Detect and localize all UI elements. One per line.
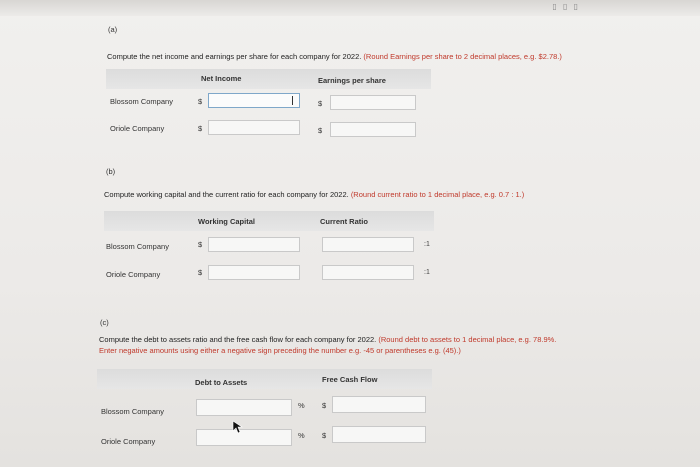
section-c-instruction: (Round debt to assets to 1 decimal place, e.g. 78.9%. — [378, 335, 557, 344]
c-row-oriole-currency: $ — [322, 431, 327, 440]
section-c-header-row — [97, 369, 432, 389]
c-row-blossom-label: Blossom Company — [101, 407, 164, 416]
a-row-blossom-currency: $ — [198, 97, 203, 106]
section-c-instruction-negative: Enter negative amounts using either a negative sign preceding the number e.g. -45 or parentheses e.g. (45).) — [99, 346, 461, 355]
toolbar-icons: ▯ ▯ ▯ — [552, 2, 580, 11]
b-row-oriole-ratio-suffix: :1 — [424, 269, 430, 276]
a-row-blossom-label: Blossom Company — [110, 97, 173, 106]
section-a-label: (a) — [108, 25, 118, 34]
blossom-eps-input[interactable] — [330, 95, 416, 110]
b-row-blossom-ratio-suffix: :1 — [424, 241, 430, 248]
b-row-oriole-currency: $ — [198, 268, 203, 277]
section-a-instruction: (Round Earnings per share to 2 decimal places, e.g. $2.78.) — [363, 52, 562, 61]
c-row-blossom-currency: $ — [322, 401, 327, 410]
section-b-prompt — [104, 190, 524, 199]
col-debt-to-assets: Debt to Assets — [195, 378, 248, 387]
section-b-instruction: (Round current ratio to 1 decimal place, e.g. 0.7 : 1.) — [350, 190, 525, 199]
oriole-free-cash-flow-input[interactable] — [332, 426, 426, 443]
b-row-blossom-label: Blossom Company — [106, 242, 169, 251]
blossom-free-cash-flow-input[interactable] — [332, 396, 426, 413]
col-working-capital: Working Capital — [198, 217, 255, 226]
c-row-oriole-percent: % — [298, 431, 305, 440]
col-eps: Earnings per share — [318, 76, 386, 85]
oriole-eps-input[interactable] — [330, 122, 416, 137]
oriole-working-capital-input[interactable] — [208, 265, 300, 280]
section-c-prompt-text: Compute the debt to assets ratio and the free cash flow for each company for 2022. — [99, 335, 377, 344]
blossom-working-capital-input[interactable] — [208, 237, 300, 252]
section-c-prompt — [99, 335, 556, 344]
oriole-debt-to-assets-input[interactable] — [196, 429, 292, 446]
section-b-label: (b) — [106, 167, 116, 176]
blossom-net-income-input[interactable] — [208, 93, 300, 108]
oriole-current-ratio-input[interactable] — [322, 265, 414, 280]
a-row-blossom-currency-eps: $ — [318, 99, 323, 108]
col-free-cash-flow: Free Cash Flow — [322, 375, 378, 384]
browser-top-strip — [0, 0, 700, 16]
section-a-prompt — [107, 52, 562, 61]
a-row-oriole-currency-eps: $ — [318, 126, 323, 135]
blossom-debt-to-assets-input[interactable] — [196, 399, 292, 416]
a-row-oriole-currency: $ — [198, 124, 203, 133]
section-a-prompt-text: Compute the net income and earnings per share for each company for 2022. — [107, 52, 362, 61]
mouse-pointer-icon — [232, 420, 244, 434]
a-row-oriole-label: Oriole Company — [110, 124, 165, 133]
col-net-income: Net Income — [201, 74, 242, 83]
c-row-blossom-percent: % — [298, 401, 305, 410]
section-b-prompt-text: Compute working capital and the current ratio for each company for 2022. — [104, 190, 349, 199]
b-row-oriole-label: Oriole Company — [106, 270, 161, 279]
text-cursor — [292, 96, 293, 105]
col-current-ratio: Current Ratio — [320, 217, 368, 226]
b-row-blossom-currency: $ — [198, 240, 203, 249]
blossom-current-ratio-input[interactable] — [322, 237, 414, 252]
c-row-oriole-label: Oriole Company — [101, 437, 156, 446]
section-c-label: (c) — [100, 318, 109, 327]
oriole-net-income-input[interactable] — [208, 120, 300, 135]
section-b-header-row — [104, 211, 434, 231]
